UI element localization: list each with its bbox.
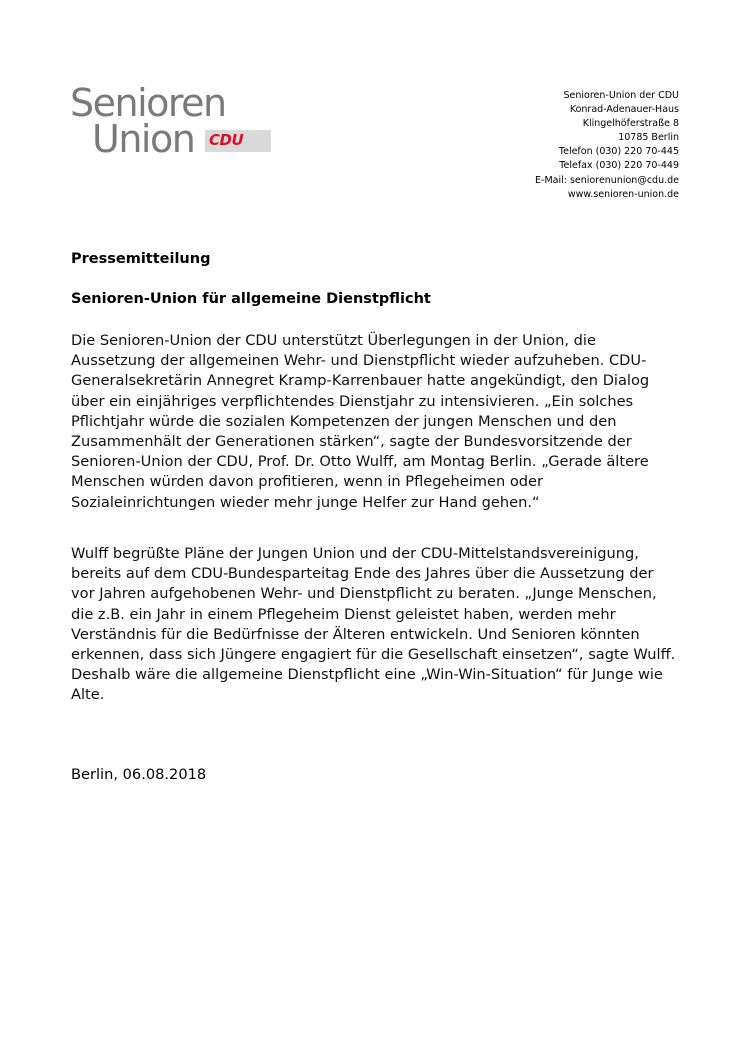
paragraph-line: Die Senioren-Union der CDU unterstützt Überlegungen in der Union, die [71, 332, 596, 349]
senioren-union-logo [70, 81, 280, 164]
paragraph-line: vor Jahren aufgehobenen Wehr- und Dienstpflicht zu beraten. „Junge Menschen, [71, 585, 657, 603]
address-line: 10785 Berlin [618, 132, 679, 144]
paragraph-line: bereits auf dem CDU-Bundesparteitag Ende des Jahres über die Aussetzung der [71, 565, 654, 583]
address-line: Senioren-Union der CDU [563, 90, 679, 101]
paragraph-2 [71, 544, 691, 706]
address-line: Telefon (030) 220 70-445 [558, 146, 679, 158]
paragraph-line: die z.B. ein Jahr in einem Pflegeheim Dienst geleistet haben, werden mehr [71, 605, 616, 623]
paragraph-line: Menschen würden davon profitieren, wenn in Pflegeheimen oder [71, 473, 544, 491]
logo-line-senioren: Senioren [70, 81, 226, 125]
paragraph-line: Senioren-Union der CDU, Prof. Dr. Otto Wulff, am Montag Berlin. „Gerade ältere [71, 453, 649, 471]
paragraph-line: Deshalb wäre die allgemeine Dienstpflicht eine „Win-Win-Situation“ für Junge wie [71, 666, 663, 684]
paragraph-1 [71, 331, 691, 513]
paragraph-line: Generalsekretärin Annegret Kramp-Karrenbauer hatte angekündigt, den Dialog [71, 372, 650, 390]
sender-address [535, 89, 679, 202]
paragraph-line: Wulff begrüßte Pläne der Jungen Union und der CDU-Mittelstandsvereinigung, [71, 545, 639, 562]
address-line: www.senioren-union.de [567, 188, 679, 200]
address-line: Telefax (030) 220 70-449 [559, 160, 679, 172]
paragraph-line: Zusammenhält der Generationen stärken“, sagte der Bundesvorsitzende der [71, 433, 632, 451]
paragraph-line: Alte. [71, 686, 105, 704]
paragraph-line: über ein einjähriges verpflichtendes Dienstjahr zu intensivieren. „Ein solches [71, 392, 634, 410]
place-and-date: Berlin, 06.08.2018 [71, 766, 207, 783]
paragraph-line: Pflichtjahr würde die sozialen Kompetenzen der jungen Menschen und den [71, 412, 617, 430]
press-release-title: Senioren-Union für allgemeine Dienstpflicht [71, 291, 431, 307]
logo-line-union: Union [92, 117, 195, 161]
paragraph-line: erkennen, dass sich Jüngere engagiert für die Gesellschaft einsetzen“, sagte Wulff. [71, 646, 676, 664]
paragraph-line: Sozialeinrichtungen wieder mehr junge Helfer zur Hand gehen.“ [71, 493, 540, 511]
address-line: Konrad-Adenauer-Haus [569, 104, 679, 116]
cdu-badge [205, 130, 271, 152]
address-line: Klingelhöferstraße 8 [582, 118, 679, 130]
address-line: E-Mail: seniorenunion@cdu.de [535, 174, 679, 186]
paragraph-line: Verständnis für die Bedürfnisse der Älteren entwickeln. Und Senioren könnten [71, 625, 640, 643]
document-type-heading: Pressemitteilung [71, 251, 211, 267]
cdu-badge-text: CDU [209, 131, 244, 149]
paragraph-line: Aussetzung der allgemeinen Wehr- und Dienstpflicht wieder aufzuheben. CDU- [71, 352, 647, 370]
